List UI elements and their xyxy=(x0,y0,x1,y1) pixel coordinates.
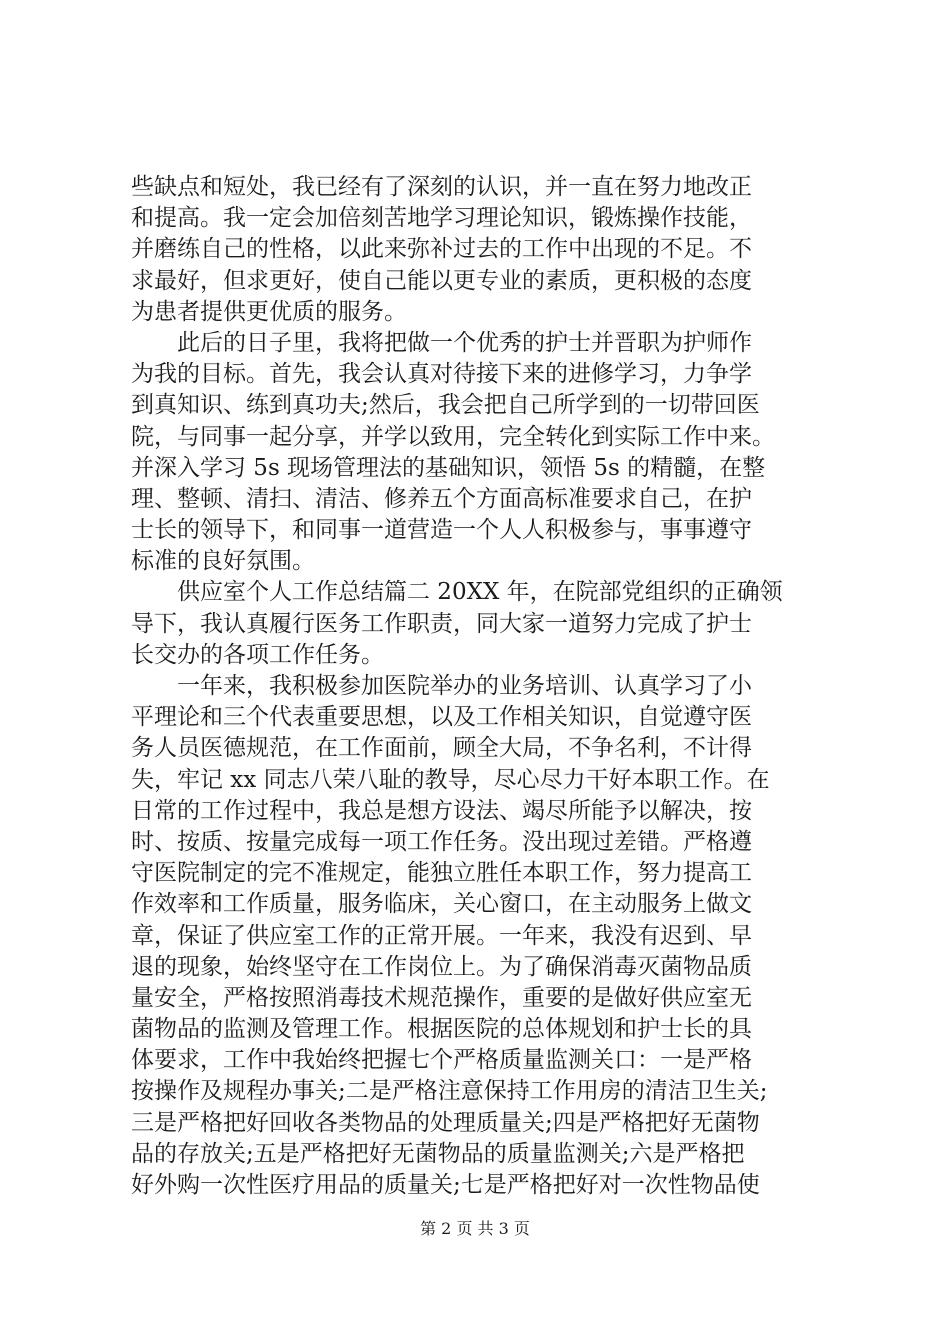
text-line: 导下，我认真履行医务工作职责，同大家一道努力完成了护士 xyxy=(131,610,752,637)
text-line: 为我的目标。首先，我会认真对待接下来的进修学习，力争学 xyxy=(131,361,752,388)
text-line: 章，保证了供应室工作的正常开展。一年来，我没有迟到、早 xyxy=(131,922,752,949)
text-line: 求最好，但求更好，使自己能以更专业的素质，更积极的态度 xyxy=(131,267,752,294)
text-line: 菌物品的监测及管理工作。根据医院的总体规划和护士长的具 xyxy=(131,1016,752,1043)
text-line: 三是严格把好回收各类物品的处理质量关;四是严格把好无菌物 xyxy=(131,1109,760,1136)
text-line: 守医院制定的完不准规定，能独立胜任本职工作，努力提高工 xyxy=(131,860,752,887)
paragraph-start-line: 供应室个人工作总结篇二 20XX 年，在院部党组织的正确领 xyxy=(177,579,783,606)
text-line: 体要求，工作中我始终把握七个严格质量监测关口：一是严格 xyxy=(131,1047,752,1074)
text-line: 退的现象，始终坚守在工作岗位上。为了确保消毒灭菌物品质 xyxy=(131,953,752,980)
text-line: 理、整顿、清扫、清洁、修养五个方面高标准要求自己，在护 xyxy=(131,485,752,512)
text-line: 些缺点和短处，我已经有了深刻的认识，并一直在努力地改正 xyxy=(131,174,752,200)
text-line: 到真知识、练到真功夫;然后，我会把自己所学到的一切带回医 xyxy=(131,392,760,419)
text-line: 标准的良好氛围。 xyxy=(131,548,315,575)
text-line: 作效率和工作质量，服务临床，关心窗口，在主动服务上做文 xyxy=(131,891,752,918)
text-line: 务人员医德规范，在工作面前，顾全大局，不争名利，不计得 xyxy=(131,735,752,762)
text-line: 失，牢记 xx 同志八荣八耻的教导，尽心尽力干好本职工作。在 xyxy=(131,766,770,793)
text-line: 好外购一次性医疗用品的质量关;七是严格把好对一次性物品使 xyxy=(131,1172,760,1198)
text-line: 为患者提供更优质的服务。 xyxy=(131,298,407,325)
text-line: 时、按质、按量完成每一项工作任务。没出现过差错。严格遵 xyxy=(131,828,752,855)
text-line: 量安全，严格按照消毒技术规范操作，重要的是做好供应室无 xyxy=(131,984,752,1011)
text-line: 按操作及规程办事关;二是严格注意保持工作用房的清洁卫生关; xyxy=(131,1078,768,1105)
text-line: 品的存放关;五是严格把好无菌物品的质量监测关;六是严格把 xyxy=(131,1140,745,1167)
text-line: 院，与同事一起分享，并学以致用，完全转化到实际工作中来。 xyxy=(131,423,775,450)
text-line: 日常的工作过程中，我总是想方设法、竭尽所能予以解决，按 xyxy=(131,797,752,824)
text-line: 并深入学习 5s 现场管理法的基础知识，领悟 5s 的精髓，在整 xyxy=(131,454,766,481)
text-line: 和提高。我一定会加倍刻苦地学习理论知识，锻炼操作技能， xyxy=(131,205,752,232)
page-footer: 第 2 页 共 3 页 xyxy=(420,1219,530,1238)
text-line: 士长的领导下，和同事一道营造一个人人积极参与，事事遵守 xyxy=(131,517,752,544)
text-line: 长交办的各项工作任务。 xyxy=(131,641,384,668)
paragraph-start-line: 一年来，我积极参加医院举办的业务培训、认真学习了小 xyxy=(177,673,752,699)
paragraph-start-line: 此后的日子里，我将把做一个优秀的护士并晋职为护师作 xyxy=(177,329,752,356)
text-line: 并磨练自己的性格，以此来弥补过去的工作中出现的不足。不 xyxy=(131,236,752,263)
text-line: 平理论和三个代表重要思想，以及工作相关知识，自觉遵守医 xyxy=(131,704,752,731)
body-text xyxy=(131,172,831,1201)
